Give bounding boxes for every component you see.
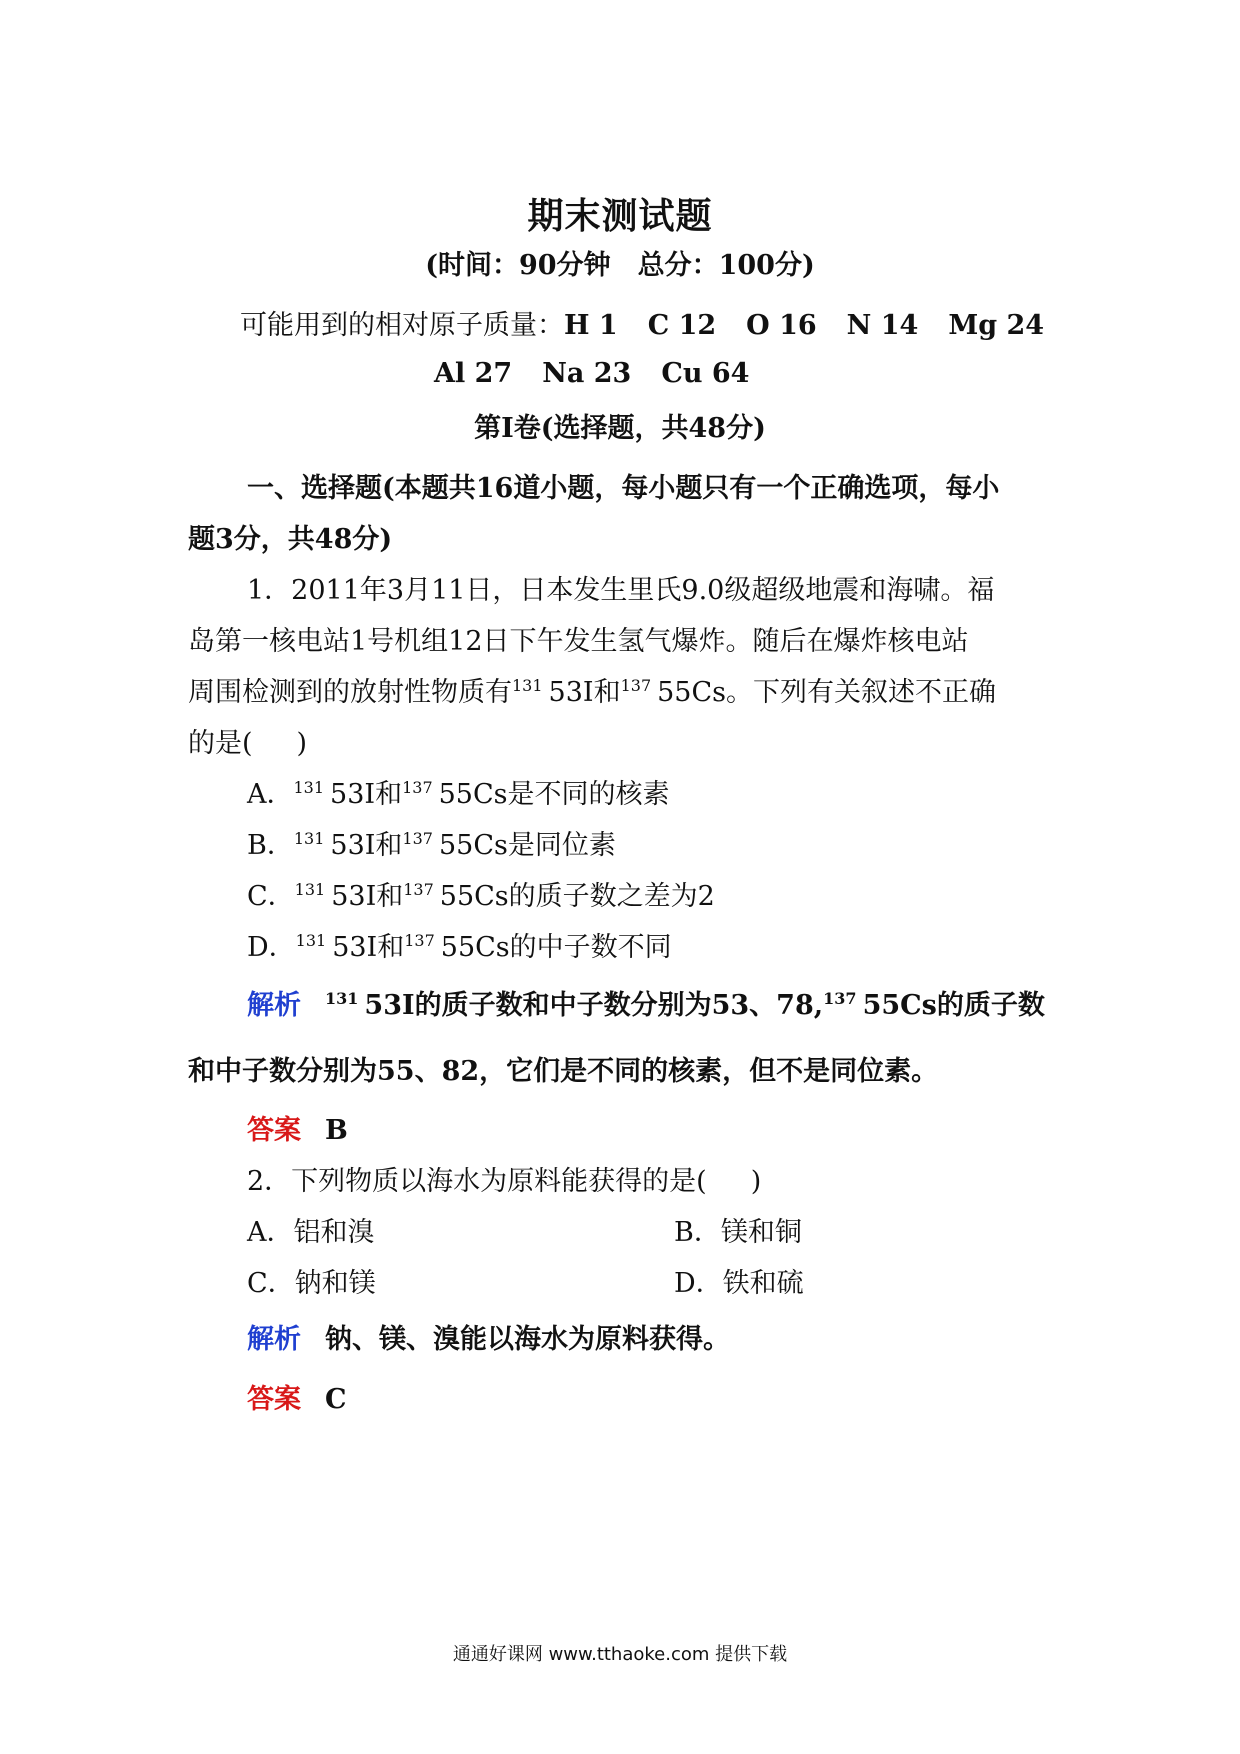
- atomic-masses-line1: [240, 306, 1044, 346]
- page-title: 期末测试题: [527, 195, 713, 237]
- mass-c: C 12: [647, 310, 717, 341]
- mass-cu: Cu 64: [661, 358, 750, 389]
- q2-option-a: A．铝和溴: [247, 1217, 375, 1248]
- q2-stem: 2．下列物质以海水为原料能获得的是( ): [247, 1166, 762, 1197]
- q1-stem-line2: 岛第一核电站1号机组12日下午发生氢气爆炸。随后在爆炸核电站: [188, 626, 969, 657]
- q2-option-b: B．镁和铜: [674, 1217, 802, 1248]
- mass-mg: Mg 24: [948, 310, 1045, 341]
- mass-na: Na 23: [542, 358, 632, 389]
- q2-answer: [247, 1380, 347, 1420]
- q1-stem-line1: 1．2011年3月11日，日本发生里氏9.0级超级地震和海啸。福: [247, 575, 995, 606]
- atomic-masses-label: 可能用到的相对原子质量：: [240, 310, 564, 341]
- section-title: 第Ⅰ卷(选择题，共48分): [474, 413, 766, 444]
- q2-option-d: D．铁和硫: [674, 1268, 804, 1299]
- mass-n: N 14: [846, 310, 919, 341]
- q2-option-c: C．钠和镁: [247, 1268, 376, 1299]
- mass-h: H 1: [564, 310, 618, 341]
- part-heading-line1: 一、选择题(本题共16道小题，每小题只有一个正确选项，每小: [247, 473, 1000, 504]
- mass-al: Al 27: [434, 358, 513, 389]
- q1-answer-value: B: [325, 1115, 348, 1146]
- atomic-masses-line2: [434, 354, 749, 394]
- time-info: (时间：90分钟 总分：100分): [425, 250, 815, 281]
- q1-analysis: 解析 $^{131}$ 53I的质子数和中子数分别为53、78,$^{137}$ 55Cs的质子数: [247, 989, 1045, 1021]
- q1-option-a: A．$^{131}$ 53I和$^{137}$ 55Cs是不同的核素: [247, 778, 670, 810]
- analysis-label: 解析: [247, 990, 301, 1021]
- answer-label: 答案: [247, 1384, 301, 1415]
- q2-analysis: 解析 钠、镁、溴能以海水为原料获得。: [247, 1324, 730, 1355]
- q1-stem-line4: 的是( ): [188, 728, 308, 759]
- q1-analysis-line2: 和中子数分别为55、82，它们是不同的核素，但不是同位素。: [188, 1056, 939, 1087]
- q1-option-d: D．$^{131}$ 53I和$^{137}$ 55Cs的中子数不同: [247, 931, 672, 963]
- iodine-mass-number: 131: [512, 676, 543, 695]
- q1-option-c: C．$^{131}$ 53I和$^{137}$ 55Cs的质子数之差为2: [247, 880, 715, 912]
- footer: 通通好课网 www.tthaoke.com 提供下载: [452, 1644, 788, 1665]
- q1-answer: [247, 1111, 348, 1151]
- mass-o: O 16: [746, 310, 817, 341]
- cesium-mass-number: 137: [620, 676, 652, 695]
- analysis-label: 解析: [247, 1324, 301, 1355]
- q1-stem-line3: 周围检测到的放射性物质有$^{131}$ 53I和$^{137}$ 55Cs。下列有关叙述不正确: [188, 676, 996, 708]
- part-heading-line2: 题3分，共48分): [188, 524, 393, 555]
- answer-label: 答案: [247, 1115, 301, 1146]
- q2-answer-value: C: [325, 1384, 347, 1415]
- q1-option-b: B．$^{131}$ 53I和$^{137}$ 55Cs是同位素: [247, 829, 616, 861]
